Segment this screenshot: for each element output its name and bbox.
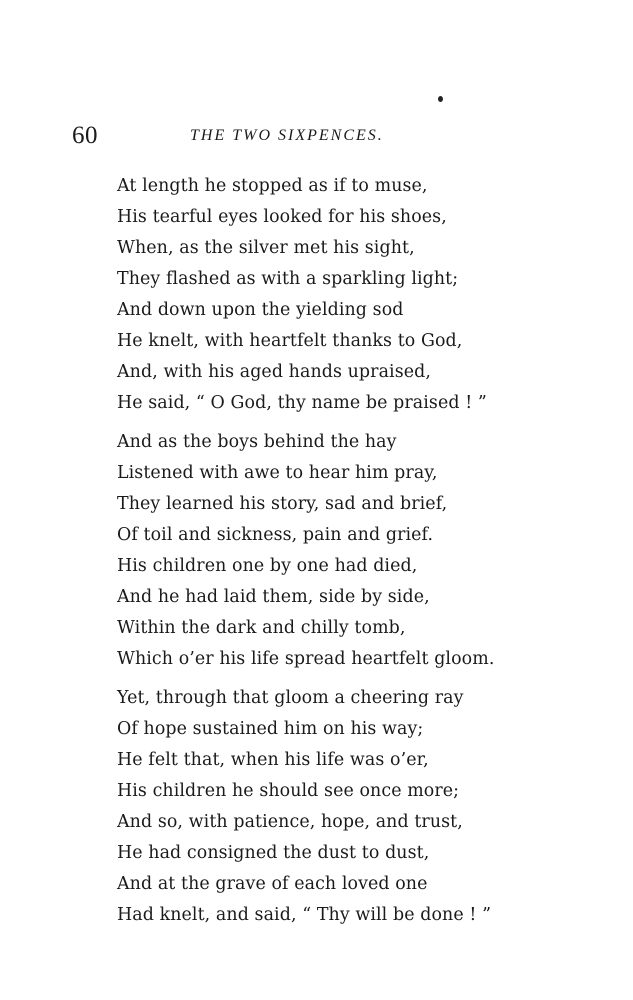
poem-line: And, with his aged hands upraised, xyxy=(117,362,431,382)
poem-line: He knelt, with heartfelt thanks to God, xyxy=(117,331,463,351)
ink-speck xyxy=(438,96,443,102)
poem-line: They flashed as with a sparkling light; xyxy=(117,269,459,289)
poem-line: They learned his story, sad and brief, xyxy=(117,494,448,514)
poem-line: His tearful eyes looked for his shoes, xyxy=(117,207,447,227)
running-head xyxy=(72,118,542,154)
poem-line: He said, “ O God, thy name be praised ! ” xyxy=(117,393,487,413)
poem-line: He had consigned the dust to dust, xyxy=(117,843,430,863)
page-number: 60 xyxy=(72,122,98,149)
poem-line: Of toil and sickness, pain and grief. xyxy=(117,525,434,545)
poem-line: Yet, through that gloom a cheering ray xyxy=(117,688,464,708)
poem-line: And down upon the yielding sod xyxy=(117,300,404,320)
poem-line: Which o’er his life spread heartfelt gloom. xyxy=(117,649,495,669)
poem-line: At length he stopped as if to muse, xyxy=(117,176,428,196)
poem-line: And as the boys behind the hay xyxy=(117,432,397,452)
poem-line: He felt that, when his life was o’er, xyxy=(117,750,429,770)
poem-line: And so, with patience, hope, and trust, xyxy=(117,812,463,832)
poem-line: Within the dark and chilly tomb, xyxy=(117,618,406,638)
poem-line: And at the grave of each loved one xyxy=(117,874,428,894)
poem-line: And he had laid them, side by side, xyxy=(117,587,430,607)
poem-line: Of hope sustained him on his way; xyxy=(117,719,424,739)
poem-line: His children he should see once more; xyxy=(117,781,460,801)
poem-line: Listened with awe to hear him pray, xyxy=(117,463,438,483)
poem-line: When, as the silver met his sight, xyxy=(117,238,415,258)
poem-line: Had knelt, and said, “ Thy will be done ! ” xyxy=(117,905,492,925)
running-title: THE TWO SIXPENCES. xyxy=(190,127,384,144)
poem-line: His children one by one had died, xyxy=(117,556,418,576)
